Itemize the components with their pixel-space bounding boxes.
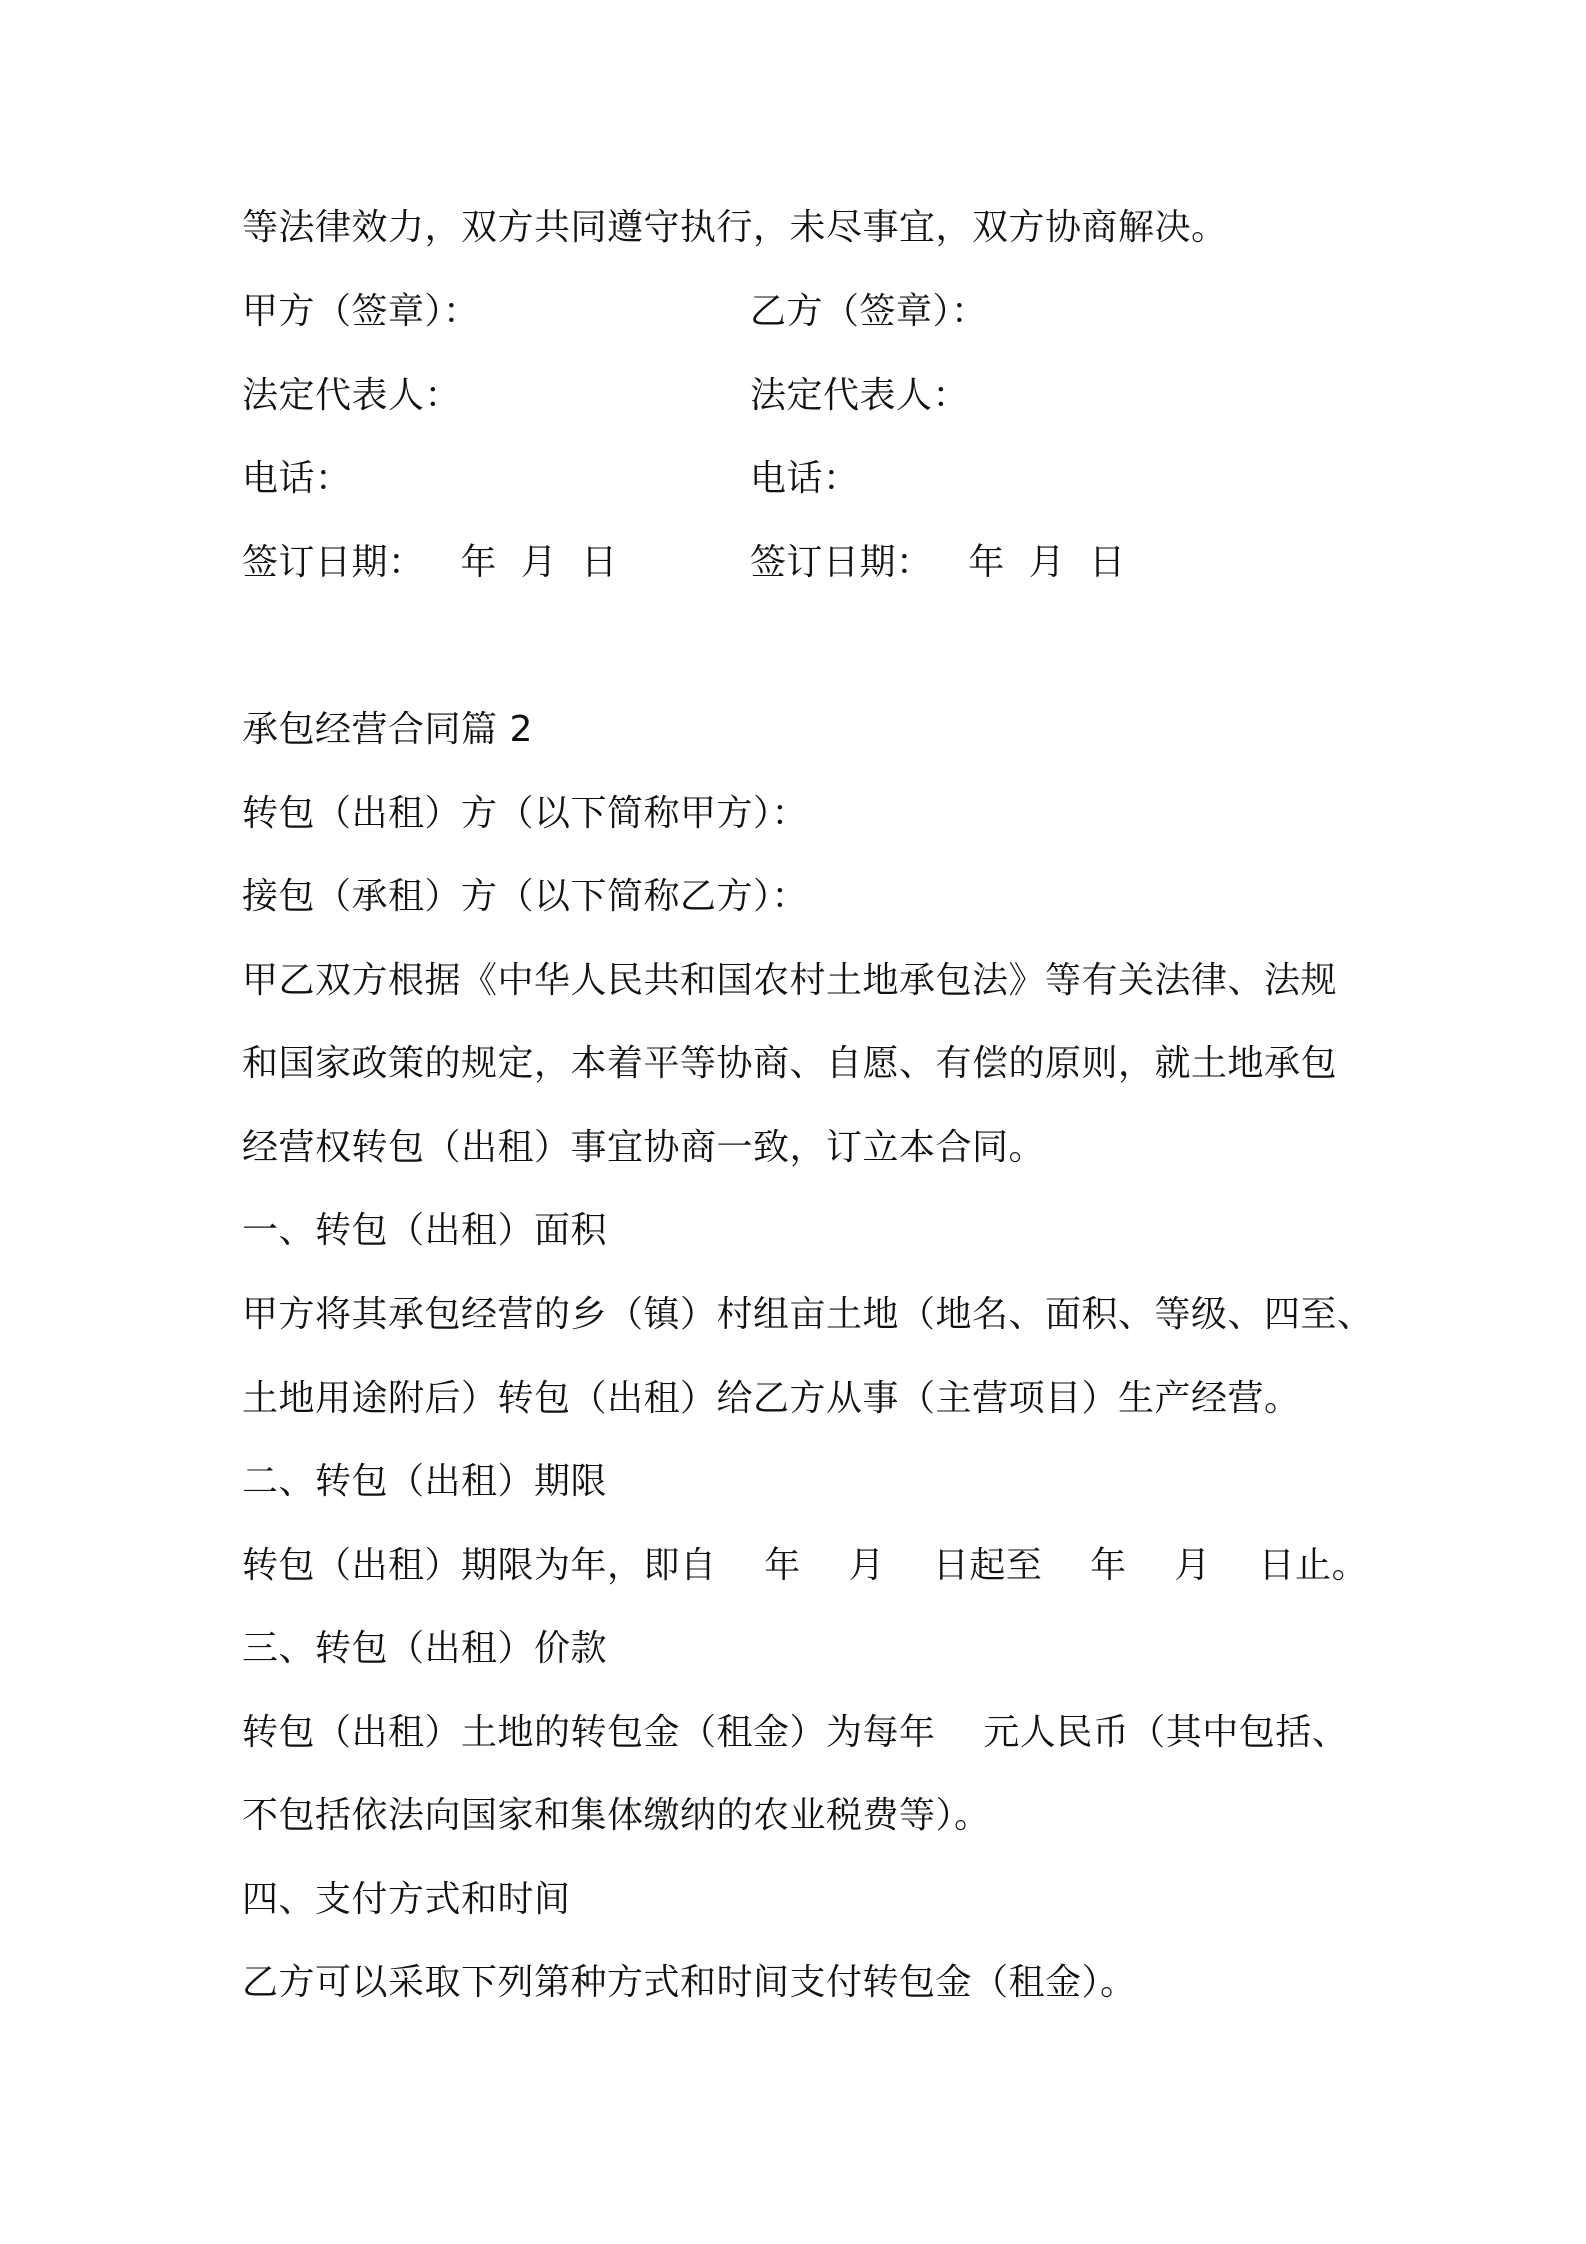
contract2-title: 承包经营合同篇 2 (242, 709, 533, 750)
party-b-rep-label: 法定代表人： (750, 375, 970, 416)
section-2-heading: 二、转包（出租）期限 (242, 1461, 608, 1502)
section-3-heading: 三、转包（出租）价款 (242, 1628, 608, 1669)
section-1-text-1: 甲方将其承包经营的乡（镇）村组亩土地（地名、面积、等级、四至、 (242, 1294, 1374, 1335)
party-b-seal-label: 乙方（签章）： (750, 291, 988, 332)
party-b-phone-label: 电话： (750, 458, 860, 499)
lessee-label: 接包（承租）方（以下简称乙方）： (242, 876, 809, 917)
intro-tail-text: 等法律效力，双方共同遵守执行，未尽事宜，双方协商解决。 (242, 207, 1228, 248)
party-a-seal-label: 甲方（签章）： (242, 291, 480, 332)
section-3-text-2: 不包括依法向国家和集体缴纳的农业税费等）。 (242, 1795, 991, 1836)
party-a-phone-label: 电话： (242, 458, 352, 499)
preamble-line-3: 经营权转包（出租）事宜协商一致，订立本合同。 (242, 1127, 1046, 1168)
section-4-text: 乙方可以采取下列第种方式和时间支付转包金（租金）。 (242, 1962, 1137, 2003)
party-a-date-label: 签订日期： 年 月 日 (242, 542, 618, 583)
section-1-heading: 一、转包（出租）面积 (242, 1210, 608, 1251)
party-a-rep-label: 法定代表人： (242, 375, 462, 416)
party-b-date-label: 签订日期： 年 月 日 (750, 542, 1126, 583)
lessor-label: 转包（出租）方（以下简称甲方）： (242, 793, 809, 834)
section-2-text: 转包（出租）期限为年，即自 年 月 日起至 年 月 日止。 (242, 1545, 1369, 1586)
preamble-line-1: 甲乙双方根据《中华人民共和国农村土地承包法》等有关法律、法规 (242, 960, 1338, 1001)
section-3-text-1: 转包（出租）土地的转包金（租金）为每年 元人民币（其中包括、 (242, 1712, 1349, 1753)
section-1-text-2: 土地用途附后）转包（出租）给乙方从事（主营项目）生产经营。 (242, 1378, 1301, 1419)
preamble-line-2: 和国家政策的规定，本着平等协商、自愿、有偿的原则，就土地承包 (242, 1043, 1338, 1084)
section-4-heading: 四、支付方式和时间 (242, 1879, 571, 1920)
